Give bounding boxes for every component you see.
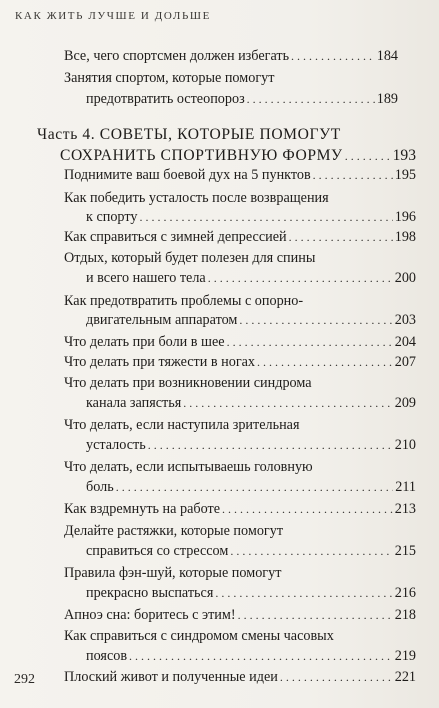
toc-entry-title: Апноэ сна: боритесь с этим! [64,607,236,623]
toc-entry [64,47,398,65]
toc-page-number: 184 [376,48,398,64]
toc-entry [86,394,416,412]
toc-entry-title: Что делать при тяжести в ногах [64,354,256,370]
toc-entry [86,269,416,287]
leader-dots [257,353,393,371]
toc-page-number: 200 [394,270,416,286]
toc-page-number: 215 [394,543,416,559]
toc-entry-title: Как победить усталость после возвращения [64,190,329,206]
leader-dots [183,394,392,412]
toc-entry-title: Поднимите ваш боевой дух на 5 пунктов [64,167,311,183]
toc-entry [86,647,416,665]
leader-dots [345,147,391,165]
leader-dots [291,47,375,65]
toc-entry-title-cont: справиться со стрессом [86,543,229,559]
part-heading-cont: СОХРАНИТЬ СПОРТИВНУЮ ФОРМУ [60,147,343,164]
leader-dots [238,606,393,624]
page-number: 292 [14,672,35,687]
leader-dots [215,584,392,602]
toc-entry [64,228,416,246]
toc-page-number: 216 [394,585,416,601]
toc-entry-title-cont: поясов [86,648,128,664]
toc-entry [86,436,416,454]
toc-entry-title: Как справиться с зимней депрессией [64,229,287,245]
toc-entry-title-cont: двигательным аппаратом [86,312,238,328]
toc-page-number: 203 [394,312,416,328]
leader-dots [289,228,393,246]
toc-page-number: 196 [394,209,416,225]
toc-entry-title: Что делать при возникновении синдрома [64,375,312,391]
toc-entry-title: Все, чего спортсмен должен избегать [64,48,290,64]
leader-dots [227,333,393,351]
toc-entry-title-cont: боль [86,479,114,495]
leader-dots [148,436,393,454]
toc-page-number: 195 [394,167,416,183]
leader-dots [222,500,393,518]
toc-entry-title: Занятия спортом, которые помогут [64,70,275,86]
toc-page-number: 211 [395,479,416,495]
toc-entry [86,542,416,560]
toc-entry [86,90,398,108]
toc-entry-title-cont: усталость [86,437,146,453]
leader-dots [280,668,393,686]
toc-page-number: 189 [376,91,398,107]
leader-dots [230,542,392,560]
toc-entry-title: Что делать, если наступила зрительная [64,417,300,433]
toc-page-number: 218 [394,607,416,623]
leader-dots [129,647,393,665]
toc-page-number: 213 [394,501,416,517]
part-heading: Часть 4. СОВЕТЫ, КОТОРЫЕ ПОМОГУТ [37,126,341,143]
toc-entry [64,333,416,351]
toc-entry-title-cont: к спорту [86,209,138,225]
toc-entry [64,500,416,518]
toc-entry-title: Что делать, если испытываешь головную [64,459,313,475]
toc-entry-title: Правила фэн-шуй, которые помогут [64,565,282,581]
toc-entry-title-cont: прекрасно выспаться [86,585,214,601]
toc-page-number: 193 [392,147,416,164]
toc-page-number: 204 [394,334,416,350]
leader-dots [139,208,392,226]
toc-entry [64,353,416,371]
toc-page-number: 209 [394,395,416,411]
toc-entry-title: Как справиться с синдромом смены часовых [64,628,334,644]
toc-entry [86,584,416,602]
toc-entry-title-cont: канала запястья [86,395,182,411]
toc-entry [64,668,416,686]
toc-page-number: 219 [394,648,416,664]
part-heading-entry [60,147,416,165]
running-head: КАК ЖИТЬ ЛУЧШЕ И ДОЛЬШЕ [15,10,211,22]
toc-entry-title: Делайте растяжки, которые помогут [64,523,284,539]
toc-page-number: 210 [394,437,416,453]
toc-page-number: 207 [394,354,416,370]
leader-dots [116,478,394,496]
toc-entry [64,606,416,624]
toc-entry [86,208,416,226]
toc-entry-title: Как вздремнуть на работе [64,501,220,517]
toc-page-number: 221 [394,669,416,685]
toc-entry-title-cont: и всего нашего тела [86,270,206,286]
leader-dots [313,166,393,184]
toc-entry-title: Отдых, который будет полезен для спины [64,250,316,266]
toc-entry-title: Плоский живот и полученные идеи [64,669,278,685]
toc-entry [86,311,416,329]
toc-entry-title-cont: предотвратить остеопороз [86,91,245,107]
toc-entry-title: Что делать при боли в шее [64,334,225,350]
leader-dots [247,90,375,108]
toc-entry [86,478,416,496]
toc-entry-title: Как предотвратить проблемы с опорно- [64,293,304,309]
toc-page-number: 198 [394,229,416,245]
leader-dots [208,269,393,287]
toc-entry [64,166,416,184]
leader-dots [239,311,392,329]
